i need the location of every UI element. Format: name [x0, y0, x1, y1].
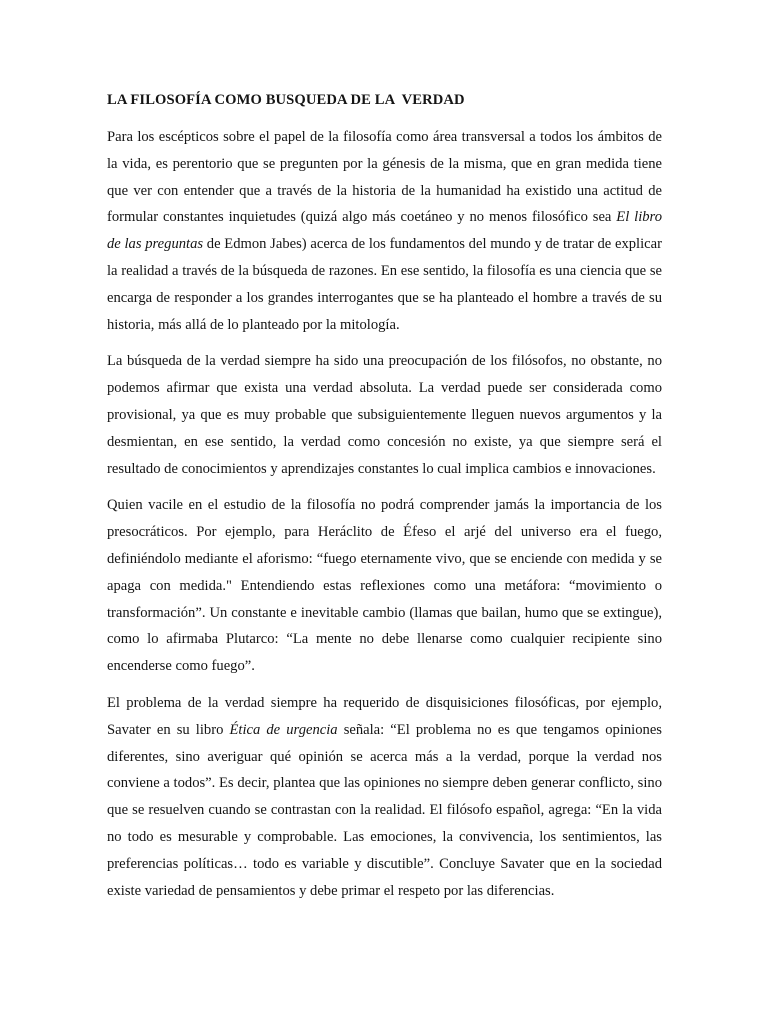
- paragraph-3: Quien vacile en el estudio de la filosofía no podrá comprender jamás la importancia de los presocráticos. Por ejemplo, para Heráclito de Éfeso el arjé del universo era el fuego, definiéndolo mediante el aforismo: “fuego eternamente vivo, que se enciende con medida y se apaga con medida." Entendiendo estas reflexiones como una metáfora: “movimiento o transformación”. Un constante e inevitable cambio (llamas que bailan, humo que se extingue), como lo afirmaba Plutarco: “La mente no debe llenarse como cualquier recipiente sino encenderse como fuego”.: [107, 497, 662, 675]
- paragraph-1-text-a: Para los escépticos sobre el papel de la filosofía como área transversal a todos los ámbitos de la vida, es perentorio que se pregunten por la génesis de la misma, que en gran medida tiene que ver con entender que a través de la historia de la humanidad ha existido una actitud de formular constantes inquietudes (quizá algo más coetáneo y no menos filosófico sea: [107, 129, 662, 226]
- document-body: [107, 90, 662, 914]
- paragraph-4-text-b: señala: “El problema no es que tengamos opiniones diferentes, sino averiguar qué opinión se acerca más a la verdad, porque la verdad nos conviene a todos”. Es decir, plantea que las opiniones no siempre deben generar conflicto, sino que se resuelven cuando se contrastan con la realidad. El filósofo español, agrega: “En la vida no todo es mesurable y comprobable. Las emociones, la convivencia, los sentimientos, las preferencias políticas… todo es variable y discutible”. Concluye Savater que en la sociedad existe variedad de pensamientos y debe primar el respeto por las diferencias.: [107, 721, 662, 899]
- paragraph-1: [107, 124, 662, 338]
- paragraph-1-text-b: de Edmon Jabes) acerca de los fundamentos del mundo y de tratar de explicar la realidad a través de la búsqueda de razones. En ese sentido, la filosofía es una ciencia que se encarga de responder a los grandes interrogantes que se ha planteado el hombre a través de su historia, más allá de lo planteado por la mitología.: [107, 236, 662, 333]
- document-title: LA FILOSOFÍA COMO BUSQUEDA DE LA VERDAD: [107, 92, 465, 108]
- book-title-etica-de-urgencia: Ética de urgencia: [229, 721, 338, 738]
- book-title-el-libro-de-las-preguntas: El libro de las preguntas: [107, 209, 662, 253]
- paragraph-4: [107, 690, 662, 904]
- paragraph-4-text-a: El problema de la verdad siempre ha requerido de disquisiciones filosóficas, por ejemplo, Savater en su libro: [107, 694, 662, 738]
- paragraph-2: La búsqueda de la verdad siempre ha sido una preocupación de los filósofos, no obstante, no podemos afirmar que exista una verdad absoluta. La verdad puede ser considerada como provisional, ya que es muy probable que subsiguientemente lleguen nuevos argumentos y la desmientan, en ese sentido, la verdad como concesión no existe, ya que siempre será el resultado de conocimientos y aprendizajes constantes lo cual implica cambios e innovaciones.: [107, 353, 662, 477]
